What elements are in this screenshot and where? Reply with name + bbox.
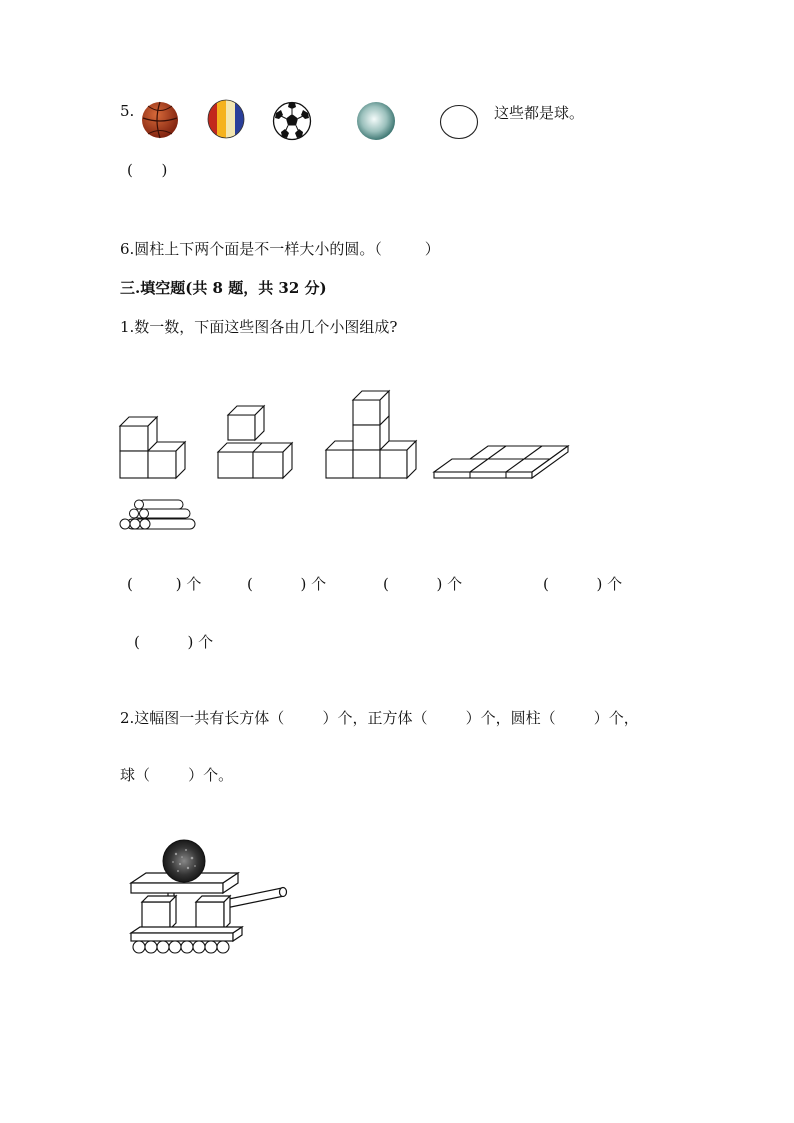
fill2-line1: 2.这幅图一共有长方体（ ）个，正方体（ ）个，圆柱（ ）个， xyxy=(120,709,639,727)
cube-figure-1 xyxy=(118,414,188,480)
stacked-logs-figure xyxy=(118,496,200,534)
q5-statement: 这些都是球。 xyxy=(494,104,585,122)
section-heading: 三.填空题(共 8 题，共 32 分) xyxy=(120,279,327,297)
fill1-blank[interactable]: ( ) 个 xyxy=(247,575,327,593)
basketball-icon xyxy=(140,101,180,139)
beach-ball-icon xyxy=(206,99,246,139)
cube-figure-2 xyxy=(216,403,296,481)
cube-figure-3 xyxy=(324,388,424,482)
soccer-ball-icon xyxy=(272,101,312,141)
q5-number: 5. xyxy=(120,102,135,120)
fill1-blank[interactable]: ( ) 个 xyxy=(134,633,214,651)
fill2-line2: 球（ ）个。 xyxy=(120,766,234,784)
fill1-question: 1.数一数，下面这些图各由几个小图组成? xyxy=(120,318,398,336)
q6-text: 6.圆柱上下两个面是不一样大小的圆。（ ） xyxy=(120,240,440,258)
fill1-blank[interactable]: ( ) 个 xyxy=(383,575,463,593)
tank-figure xyxy=(126,836,290,956)
glass-ball-icon xyxy=(355,101,397,141)
plain-circle-icon xyxy=(439,104,479,140)
fill1-blank[interactable]: ( ) 个 xyxy=(127,575,202,593)
q5-answer-blank: ( ) xyxy=(127,161,168,179)
fill1-blank[interactable]: ( ) 个 xyxy=(543,575,623,593)
flat-rectangles-figure xyxy=(432,445,572,481)
